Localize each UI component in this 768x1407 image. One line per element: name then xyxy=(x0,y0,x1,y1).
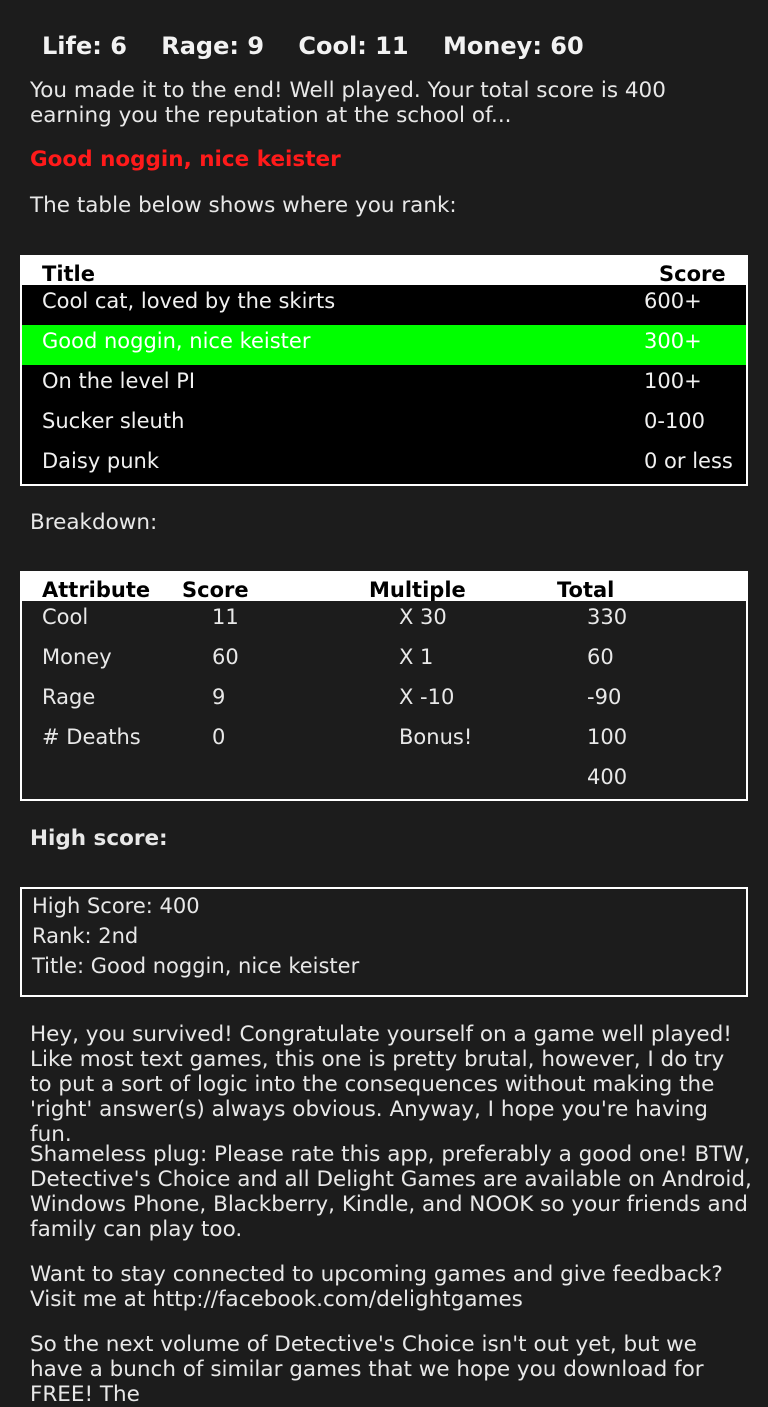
rank-score: 300+ xyxy=(644,329,702,353)
outro-paragraph: Shameless plug: Please rate this app, preferably a good one! BTW, Detective's Choice and all Delight Games are available on Android, Windows Phone, Blackberry, Kindle, and NOOK so your friends and family can play too. xyxy=(30,1142,752,1242)
intro-text: You made it to the end! Well played. Your total score is 400 earning you the reputation at the school of... xyxy=(30,78,666,128)
attribute-cell: Rage xyxy=(42,685,96,709)
rank-title: Cool cat, loved by the skirts xyxy=(42,289,336,313)
high-score-rank: Rank: 2nd xyxy=(32,924,139,948)
rage-stat: Rage: 9 xyxy=(161,32,265,60)
rank-score: 600+ xyxy=(644,289,702,313)
rank-score: 0 or less xyxy=(644,449,733,473)
score-cell: 0 xyxy=(212,725,226,749)
attribute-cell: Cool xyxy=(42,605,89,629)
multiple-cell: Bonus! xyxy=(399,725,473,749)
header-score: Score xyxy=(182,578,249,601)
rank-title: On the level PI xyxy=(42,369,196,393)
table-row xyxy=(22,285,746,325)
header-attribute: Attribute xyxy=(42,578,151,601)
table-row xyxy=(22,681,746,721)
multiple-cell: X 1 xyxy=(399,645,434,669)
rank-score: 100+ xyxy=(644,369,702,393)
rank-title: Daisy punk xyxy=(42,449,160,473)
table-row xyxy=(22,601,746,641)
rank-score: 0-100 xyxy=(644,409,706,433)
high-score-label: High score: xyxy=(30,826,168,851)
outro-paragraph: Want to stay connected to upcoming games and give feedback? Visit me at http://facebook.com/delightgames xyxy=(30,1262,723,1312)
header-title: Title xyxy=(42,262,96,285)
table-row xyxy=(22,641,746,681)
total-cell: 100 xyxy=(587,725,628,749)
breakdown-table xyxy=(20,571,748,801)
rank-intro: The table below shows where you rank: xyxy=(30,193,457,218)
rank-table-header xyxy=(22,257,746,285)
grand-total-cell: 400 xyxy=(587,765,628,789)
multiple-cell: X -10 xyxy=(399,685,455,709)
table-row-total xyxy=(22,761,746,801)
score-cell: 11 xyxy=(212,605,239,629)
header-total: Total xyxy=(557,578,615,601)
score-cell: 60 xyxy=(212,645,239,669)
breakdown-table-header xyxy=(22,573,746,601)
outro-paragraph: Hey, you survived! Congratulate yourself on a game well played! Like most text games, this one is pretty brutal, however, I do try to put a sort of logic into the consequences without making the 'right' answer(s) always obvious. Anyway, I hope you're having fun. xyxy=(30,1022,732,1147)
header-multiple: Multiple xyxy=(369,578,466,601)
money-stat: Money: 60 xyxy=(442,32,584,60)
rank-title: Sucker sleuth xyxy=(42,409,185,433)
life-stat: Life: 6 xyxy=(42,32,127,60)
table-row xyxy=(22,721,746,761)
total-cell: 330 xyxy=(587,605,628,629)
cool-stat: Cool: 11 xyxy=(298,32,409,60)
multiple-cell: X 30 xyxy=(399,605,447,629)
header-score: Score xyxy=(659,262,726,285)
rank-title: Good noggin, nice keister xyxy=(42,329,311,353)
table-row xyxy=(22,405,746,445)
high-score-box xyxy=(20,887,748,997)
table-row-highlighted xyxy=(22,325,746,365)
outro-paragraph: So the next volume of Detective's Choice isn't out yet, but we have a bunch of similar games that we hope you download for FREE! The xyxy=(30,1332,704,1407)
high-score-value: High Score: 400 xyxy=(32,894,200,918)
total-cell: -90 xyxy=(587,685,622,709)
attribute-cell: Money xyxy=(42,645,112,669)
score-cell: 9 xyxy=(212,685,226,709)
table-row xyxy=(22,445,746,485)
attribute-cell: # Deaths xyxy=(42,725,141,749)
breakdown-label: Breakdown: xyxy=(30,510,158,535)
table-row xyxy=(22,365,746,405)
high-score-title: Title: Good noggin, nice keister xyxy=(32,954,360,978)
rank-table xyxy=(20,255,748,486)
stats-bar xyxy=(42,32,610,60)
reputation-title: Good noggin, nice keister xyxy=(30,147,341,172)
total-cell: 60 xyxy=(587,645,614,669)
